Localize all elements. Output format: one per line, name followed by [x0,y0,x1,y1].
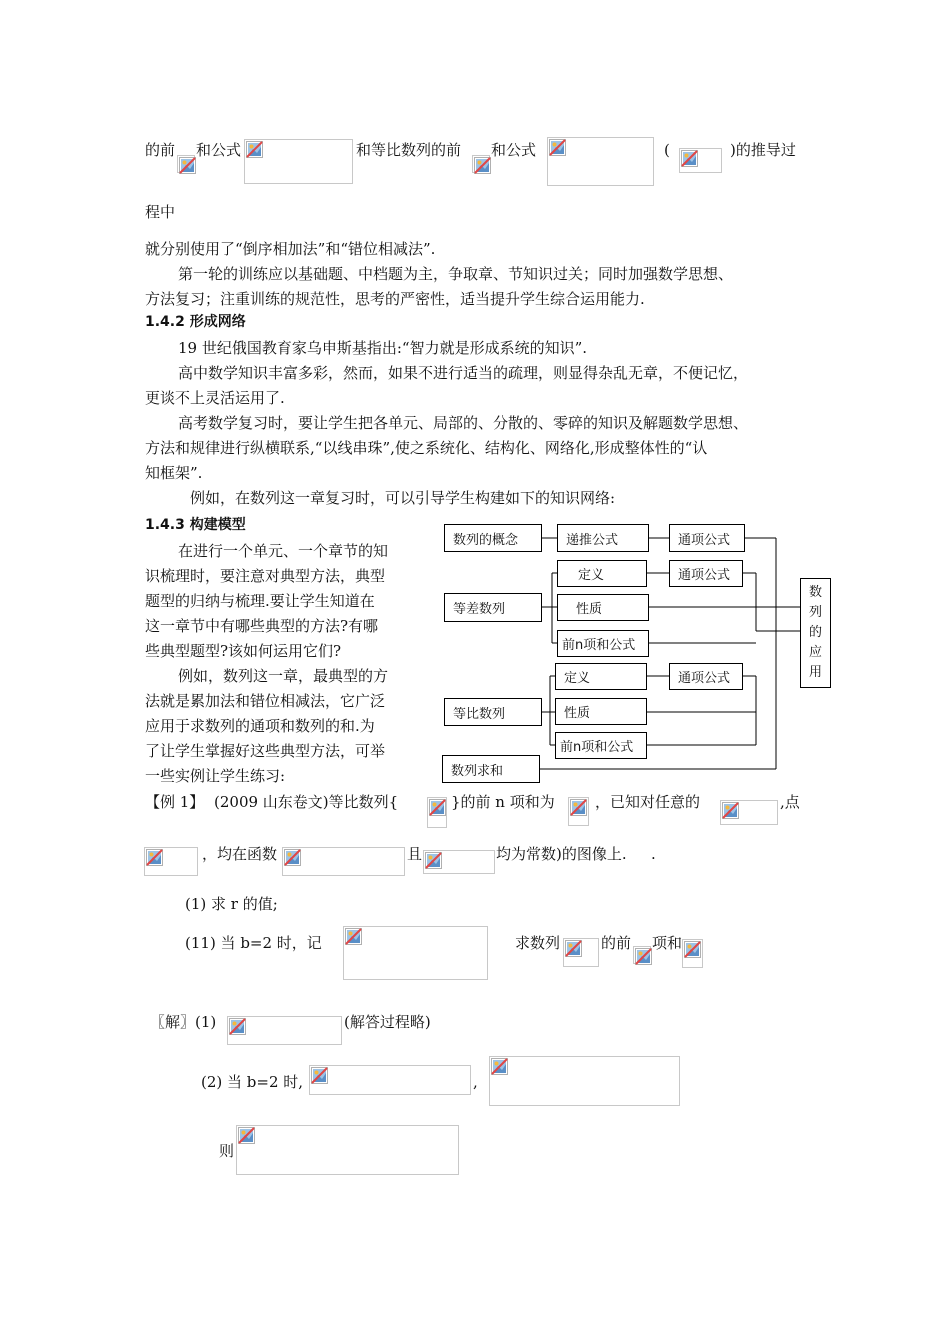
left-col-line: 这一章节中有哪些典型的方法?有哪 [145,617,379,635]
node-general-term: 通项公式 [669,560,743,587]
paragraph-3a: 高中数学知识丰富多彩，然而，如果不进行适当的疏理，则显得杂乱无章，不便记忆， [178,364,749,382]
node-property: 性质 [555,698,647,725]
solution-2-comma: , [473,1073,478,1091]
paragraph-3b: 更谈不上灵活运用了. [145,389,285,407]
node-general-term: 通项公式 [669,524,745,552]
left-col-line: 应用于求数列的通项和数列的和.为 [145,717,375,735]
broken-image-icon [565,940,582,957]
broken-image-icon [345,928,362,945]
example-text: ，均在函数 [202,845,278,863]
apply-char: 用 [808,665,822,680]
node-sequence-summation: 数列求和 [442,755,540,783]
heading-1-4-3: 1.4.3 构建模型 [145,517,246,533]
paragraph-4b: 方法和规律进行纵横联系,“以线串珠”,使之系统化、结构化、网络化,形成整体性的“认 [145,439,708,457]
node-general-term: 通项公式 [669,663,743,690]
heading-1-4-2: 1.4.2 形成网络 [145,314,246,330]
left-col-line: 识梳理时，要注意对典型方法，典型 [145,567,386,585]
apply-char: 数 [808,585,822,600]
formula-image [633,946,651,964]
formula-image [427,797,447,828]
broken-image-icon [229,1018,246,1035]
left-col-line: 在进行一个单元、一个章节的知 [178,542,389,560]
apply-char: 应 [808,645,822,660]
node-sum-formula: 前n项和公式 [555,732,647,759]
node-arithmetic-sequence: 等差数列 [444,593,542,622]
left-col-line: 了让学生掌握好这些典型方法，可举 [145,742,386,760]
example-text: ，已知对任意的 [595,793,701,811]
formula-image [343,926,488,980]
line2-text: 程中 [145,203,176,221]
formula-image [282,847,405,876]
broken-image-icon [425,852,442,869]
line1-text-6: )的推导过 [730,141,796,159]
left-col-line: 例如，数列这一章，最典型的方 [178,667,389,685]
left-col-line: 题型的归纳与梳理.要让学生知道在 [145,592,375,610]
node-definition: 定义 [557,560,647,587]
node-sequence-application [800,578,831,688]
line1-text-1: 的前 [145,141,176,159]
solution-3-text: 则 [219,1142,235,1160]
question-2-text: (11) 当 b=2 时，记 [185,934,322,952]
broken-image-icon [238,1127,255,1144]
formula-image [236,1125,459,1175]
line1-text-4: 和公式 [491,141,537,159]
question-2-text: 的前 [601,934,632,952]
broken-image-icon [570,799,587,816]
paragraph-1b: 方法复习；注重训练的规范性，思考的严密性，适当提升学生综合运用能力. [145,290,645,308]
question-1: (1) 求 r 的值; [185,895,278,913]
example-text: }的前 n 项和为 [451,793,555,811]
example-text: 且 [407,845,423,863]
node-sequence-concept: 数列的概念 [444,524,542,552]
left-col-line: 法就是累加法和错位相减法，它广泛 [145,692,386,710]
solution-1-note: (解答过程略) [344,1013,431,1031]
formula-image [563,938,599,967]
formula-image [720,800,778,825]
question-2-text: 项和 [652,934,683,952]
formula-image [309,1065,471,1095]
example-text: 均为常数)的图像上. [496,845,627,863]
paragraph-2: 19 世纪俄国教育家乌申斯基指出:“智力就是形成系统的知识”. [178,339,588,357]
formula-image [423,850,495,874]
paragraph-5: 例如，在数列这一章复习时，可以引导学生构建如下的知识网络: [190,489,616,507]
node-recursive-formula: 递推公式 [557,524,649,552]
formula-image [227,1016,342,1045]
apply-char: 列 [808,605,822,620]
node-property: 性质 [557,594,649,621]
example-text: ,点 [780,793,800,811]
solution-1-label: 〖解〗(1) [150,1013,217,1031]
left-col-line: 一些实例让学生练习: [145,767,286,785]
example-label: 【例 1】 [145,793,205,811]
broken-image-icon [635,948,652,965]
left-col-line: 些典型题型?该如何运用它们? [145,642,342,660]
apply-char: 的 [808,625,822,640]
formula-image [568,797,589,826]
line1-text-3: 和等比数列的前 [356,141,462,159]
example-text: (2009 山东卷文)等比数列{ [214,793,399,811]
broken-image-icon [311,1067,328,1084]
broken-image-icon [429,799,446,816]
formula-image [144,847,198,876]
question-2-text: 求数列 [515,934,561,952]
formula-image [489,1056,680,1106]
paragraph-4c: 知框架”. [145,464,203,482]
broken-image-icon [491,1058,508,1075]
formula-image [682,939,703,968]
solution-2-text: (2) 当 b=2 时, [201,1073,304,1091]
broken-image-icon [684,941,701,958]
broken-image-icon [284,849,301,866]
line1-text-2: 和公式 [196,141,242,159]
broken-image-icon [146,849,163,866]
node-geometric-sequence: 等比数列 [444,698,542,726]
paragraph-1a: 第一轮的训练应以基础题、中档题为主，争取章、节知识过关；同时加强数学思想、 [178,265,734,283]
node-sum-formula: 前n项和公式 [557,630,649,657]
line1-text-5: ( [664,141,670,159]
broken-image-icon [722,802,739,819]
line3-text: 就分别使用了“倒序相加法”和“错位相减法”. [145,240,436,258]
node-definition: 定义 [555,663,647,690]
example-text: . [651,845,656,863]
paragraph-4a: 高考数学复习时，要让学生把各单元、局部的、分散的、零碎的知识及解题数学思想、 [178,414,749,432]
